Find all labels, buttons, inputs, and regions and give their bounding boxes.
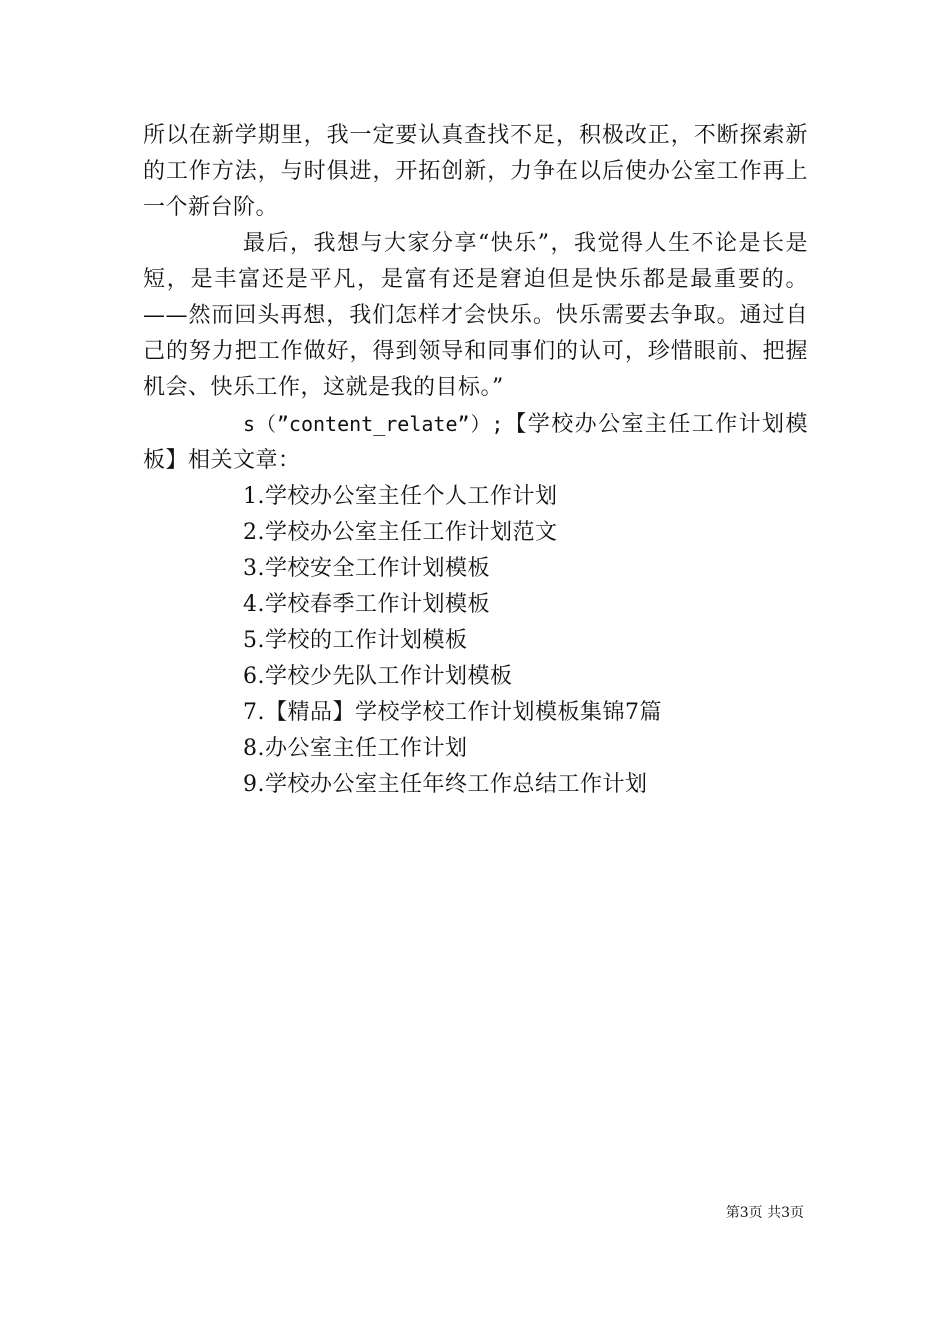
related-articles-heading — [143, 406, 808, 479]
related-article-item[interactable]: 7.【精品】学校学校工作计划模板集锦7篇 — [243, 700, 662, 725]
page-number-footer: 第3页 共3页 — [725, 1205, 804, 1221]
related-article-item[interactable]: 5.学校的工作计划模板 — [243, 628, 468, 653]
related-article-item[interactable]: 9.学校办公室主任年终工作总结工作计划 — [243, 772, 648, 797]
related-article-item[interactable]: 8.办公室主任工作计划 — [243, 736, 468, 761]
related-article-item[interactable]: 4.学校春季工作计划模板 — [243, 592, 490, 617]
related-articles-list — [143, 479, 808, 803]
related-article-item[interactable]: 3.学校安全工作计划模板 — [243, 556, 490, 581]
related-article-item[interactable]: 6.学校少先队工作计划模板 — [243, 664, 513, 689]
related-heading-text: 【学校办公室主任工作计划模板】相关文章： — [143, 412, 808, 473]
document-body — [143, 118, 808, 803]
related-article-item[interactable]: 2.学校办公室主任工作计划范文 — [243, 520, 558, 545]
paragraph-closing: 最后，我想与大家分享“快乐”，我觉得人生不论是长是短，是丰富还是平凡，是富有还是窘迫但是快乐都是最重要的。——然而回头再想，我们怎样才会快乐。快乐需要去争取。通过自己的努力把工作做好，得到领导和同事们的认可，珍惜眼前、把握机会、快乐工作，这就是我的目标。” — [143, 231, 808, 400]
paragraph-continuation: 所以在新学期里，我一定要认真查找不足，积极改正，不断探索新的工作方法，与时俱进，开拓创新，力争在以后使办公室工作再上一个新台阶。 — [143, 123, 808, 220]
related-article-item[interactable]: 1.学校办公室主任个人工作计划 — [243, 484, 558, 509]
script-text: s（”content_relate”）; — [243, 412, 504, 436]
